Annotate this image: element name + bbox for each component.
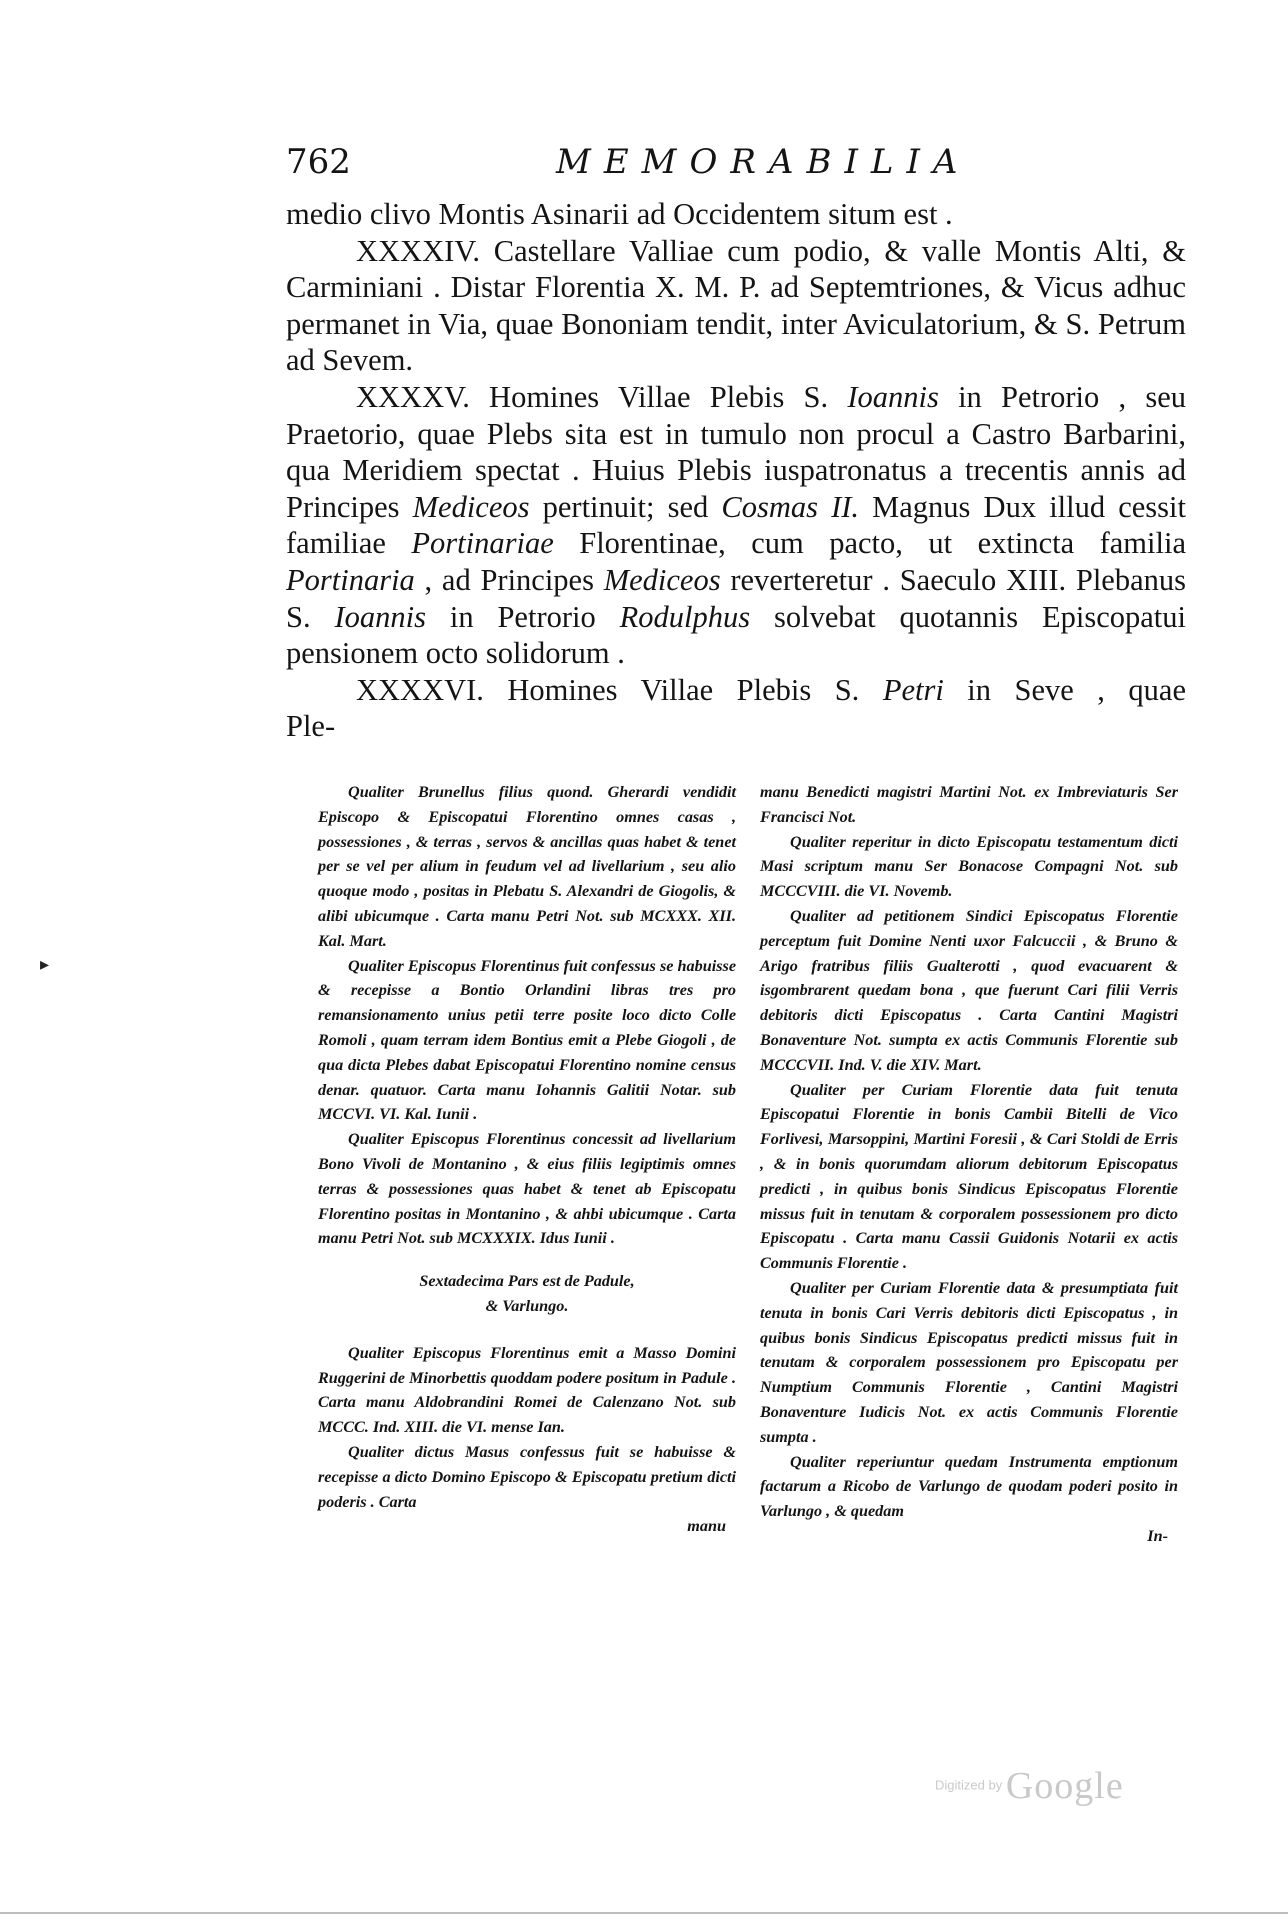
footnote-entry: Qualiter Episcopus Florentinus emit a Masso Domini Ruggerini de Minorbettis quoddam podere positum in Padule . Carta manu Aldobrandini Romei de Calenzano Not. sub MCCC. Ind. XIII. die VI. mense Ian. (318, 1343, 736, 1437)
footnote-entry: manu Benedicti magistri Martini Not. ex Imbreviaturis Ser Francisci Not. (760, 783, 1178, 826)
main-text (286, 196, 1186, 745)
footnote-entry: Qualiter reperitur in dicto Episcopatu testamentum dicti Masi scriptum manu Ser Bonacose Compagni Not. sub MCCCVIII. die VI. Novemb. (760, 832, 1178, 901)
footnote-entry: Qualiter reperiuntur quedam Instrumenta emptionum factarum a Ricobo de Varlungo de quodam poderi posito in Varlungo , & quedam (760, 1452, 1178, 1521)
paragraph-xxxxvi: XXXXVI. Homines Villae Plebis S. Petri in Seve , quae (356, 672, 1186, 707)
paragraph-continuation: medio clivo Montis Asinarii ad Occidentem situm est . (286, 197, 953, 231)
footnote-entry: Qualiter Brunellus filius quond. Gherardi vendidit Episcopo & Episcopatui Florentino omnes casas , possessiones , & terras , servos & ancillas quas habet & tenet per se vel per alium in feudum vel ad livellarium , seu alio quoque modo , positas in Plebatu S. Alexandri de Giogolis, & alibi ubicumque . Carta manu Petri Not. sub MCXXX. XII. Kal. Mart. (318, 783, 736, 950)
margin-mark-icon: ▸ (40, 954, 50, 975)
paragraph-xxxxiv: XXXXIV. Castellare Valliae cum podio, & valle Montis Alti, & Carminiani . Distar Florentia X. M. P. ad Septemtriones, & Vicus adhuc permanet in Via, quae Bononiam tendit, inter Aviculatorium, & S. Petrum ad Sevem. (286, 233, 1186, 378)
bottom-edge-line (0, 1912, 1288, 1914)
running-title: MEMORABILIA (556, 142, 971, 182)
footnote-entry: Qualiter dictus Masus confessus fuit se habuisse & recepisse a dicto Domino Episcopo & Episcopatu pretium dicti poderis . Carta (318, 1442, 736, 1511)
footnote-column-left (318, 780, 736, 1539)
google-logo: Google (1005, 1765, 1124, 1807)
page-header (286, 142, 1186, 192)
catchword: manu (687, 1517, 726, 1536)
catchword: Ple- (286, 709, 336, 744)
page-number: 762 (286, 142, 351, 182)
catchword: In- (1147, 1526, 1168, 1545)
footnote-entry: Qualiter per Curiam Florentie data & presumptiata fuit tenuta in bonis Cari Verris debitoris dicti Episcopatus , in quibus bonis Sindicus Episcopatus predicti missus fuit in tenutam & corporalem possessionem pro Episcopatu per Numptium Communis Florentie , Cantini Magistri Bonaventure Iudicis Not. ex actis Communis Florentie sumpta . (760, 1278, 1178, 1446)
footnote-entry: Qualiter Episcopus Florentinus concessit ad livellarium Bono Vivoli de Montanino , & eius filiis legiptimis omnes terras & possessiones quas habet & tenet ab Episcopatu Florentino positas in Montanino , & ahbi ubicumque . Carta manu Petri Not. sub MCXXXIX. Idus Iunii . (318, 1130, 736, 1248)
digitized-watermark: Digitized by Google (935, 1765, 1124, 1807)
paragraph-xxxxv: XXXXV. Homines Villae Plebis S. Ioannis in Petrorio , seu Praetorio, quae Plebs sita est in tumulo non procul a Castro Barbarini, qua Meridiem spectat . Huius Plebis iuspatronatus a trecentis annis ad Principes Mediceos pertinuit; sed Cosmas II. Magnus Dux illud cessit familiae Portinariae Florentinae, cum pacto, ut extincta familia Portinaria , ad Principes Mediceos reverteretur . Saeculo XIII. Plebanus S. Ioannis in Petrorio Rodulphus solvebat quotannis Episcopatui pensionem octo solidorum . (286, 379, 1186, 671)
footnote-entry: Qualiter Episcopus Florentinus fuit confessus se habuisse & recepisse a Bontio Orlandini libras tres pro remansionamento unius petii terre posite loco dicto Colle Romoli , quam terram idem Bontius emit a Plebe Giogoli , de qua dicta Plebes dabat Episcopatui Florentino nomine census denar. quatuor. Carta manu Iohannis Galitii Notar. sub MCCVI. VI. Kal. Iunii . (318, 956, 736, 1124)
footnote-column-right (760, 780, 1178, 1549)
footnote-entry: Qualiter per Curiam Florentie data fuit tenuta Episcopatui Florentie in bonis Cambii Bitelli de Vico Forlivesi, Marsoppini, Martini Foresii , & Cari Stoldi de Erris , & in bonis quorumdam aliorum debitorum Episcopatus predicti , in quibus bonis Sindicus Episcopatus Florentie missus fuit in tenutam & corporalem possessionem pro dicto Episcopatu . Carta manu Cassii Guidonis Notarii ex actis Communis Florentie . (760, 1080, 1178, 1273)
section-heading: Sextadecima Pars est de Padule, & Varlungo. (419, 1272, 635, 1315)
footnote-entry: Qualiter ad petitionem Sindici Episcopatus Florentie perceptum fuit Domine Nenti uxor Falcuccii , & Bruno & Arigo fratribus filiis Gualterotti , quod evacuarent & isgombrarent quedam bona , que fuerunt Cari filii Verris debitoris dicti Episcopatus . Carta Cantini Magistri Bonaventure Not. sumpta ex actis Communis Florentie sub MCCCVII. Ind. V. die XIV. Mart. (760, 906, 1178, 1074)
